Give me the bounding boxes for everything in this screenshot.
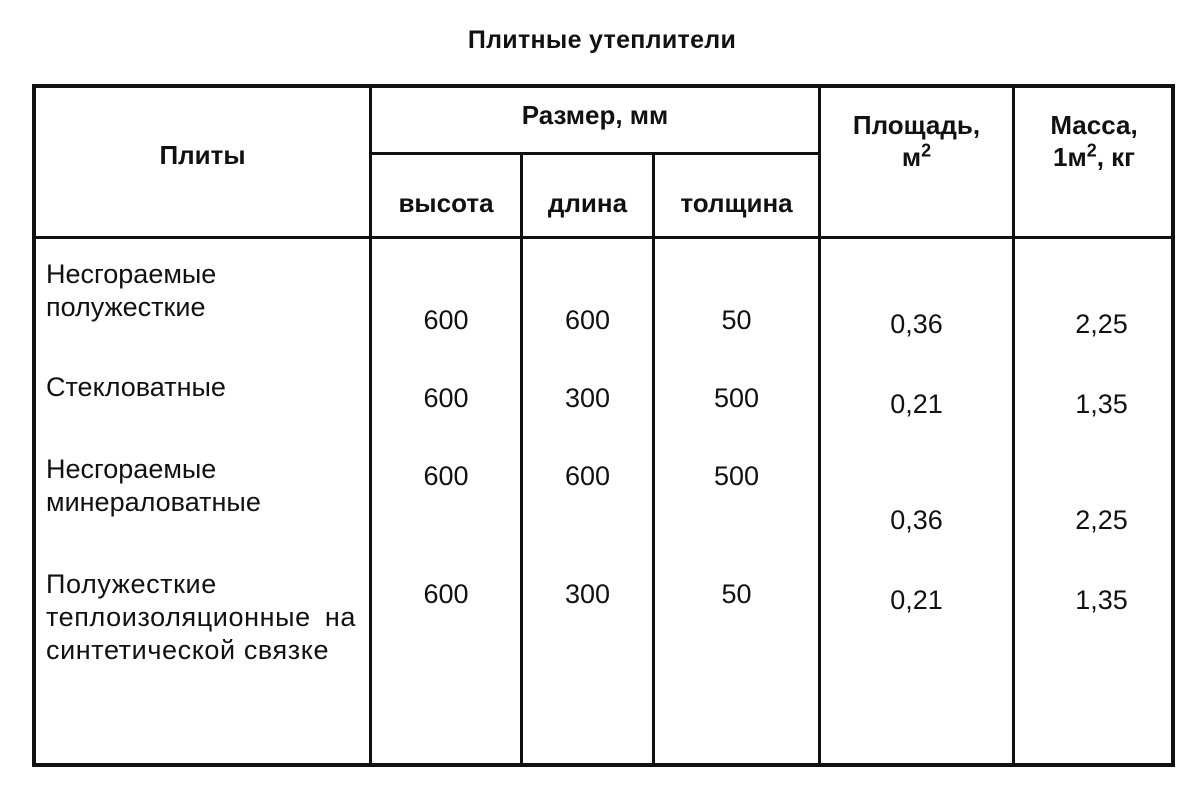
row-4-name: Полужесткие теплоизоляционные на синтетической связке [46, 569, 356, 665]
row-1-length: 600 [564, 305, 611, 335]
header-mass-label: Масса, [1050, 110, 1138, 140]
row-1-height: 600 [423, 305, 469, 335]
header-area-unit-base: м [901, 141, 922, 172]
row-2-mass: 1,35 [1075, 389, 1128, 419]
size-subheader-line [369, 152, 821, 155]
row-2-area: 0,21 [890, 389, 943, 419]
row-4-mass: 1,35 [1075, 585, 1128, 615]
header-mass-unit [1015, 142, 1173, 174]
row-3-area: 0,36 [890, 505, 943, 535]
row-2-thickness: 500 [713, 383, 760, 413]
header-mass-unit-sup: 2 [1086, 140, 1097, 161]
header-mass [1015, 110, 1173, 173]
row-1-area: 0,36 [890, 309, 943, 339]
header-bottom-line [34, 236, 1173, 239]
header-mass-unit-suffix: , кг [1096, 141, 1135, 172]
row-3-mass: 2,25 [1075, 505, 1128, 535]
header-area [821, 110, 1012, 173]
header-thickness: толщина [680, 188, 793, 218]
header-area-unit-sup: 2 [921, 140, 932, 161]
col-divider-size [818, 86, 821, 765]
row-1-mass: 2,25 [1075, 309, 1128, 339]
row-3-name: Несгораемые минераловатные [46, 454, 261, 517]
header-length: длина [547, 188, 628, 218]
row-3-height: 600 [423, 461, 469, 491]
header-size-group: Размер, мм [521, 100, 669, 130]
row-2-name: Стекловатные [46, 372, 226, 402]
row-1-thickness: 50 [721, 305, 752, 335]
col-divider-area [1012, 86, 1015, 765]
row-4-height: 600 [423, 579, 469, 609]
header-height: высота [398, 188, 494, 218]
row-2-height: 600 [423, 383, 469, 413]
table-title: Плитные утеплители [467, 26, 737, 54]
row-3-thickness: 500 [713, 461, 760, 491]
header-plates: Плиты [159, 140, 246, 170]
row-4-area: 0,21 [890, 585, 943, 615]
header-area-unit [821, 142, 1012, 174]
header-area-label: Площадь, [852, 110, 981, 140]
row-4-thickness: 50 [721, 579, 752, 609]
row-3-length: 600 [564, 461, 611, 491]
row-2-length: 300 [564, 383, 611, 413]
row-4-length: 300 [564, 579, 611, 609]
header-mass-unit-prefix: 1м [1052, 141, 1087, 172]
row-1-name: Несгораемые полужесткие [46, 259, 217, 322]
